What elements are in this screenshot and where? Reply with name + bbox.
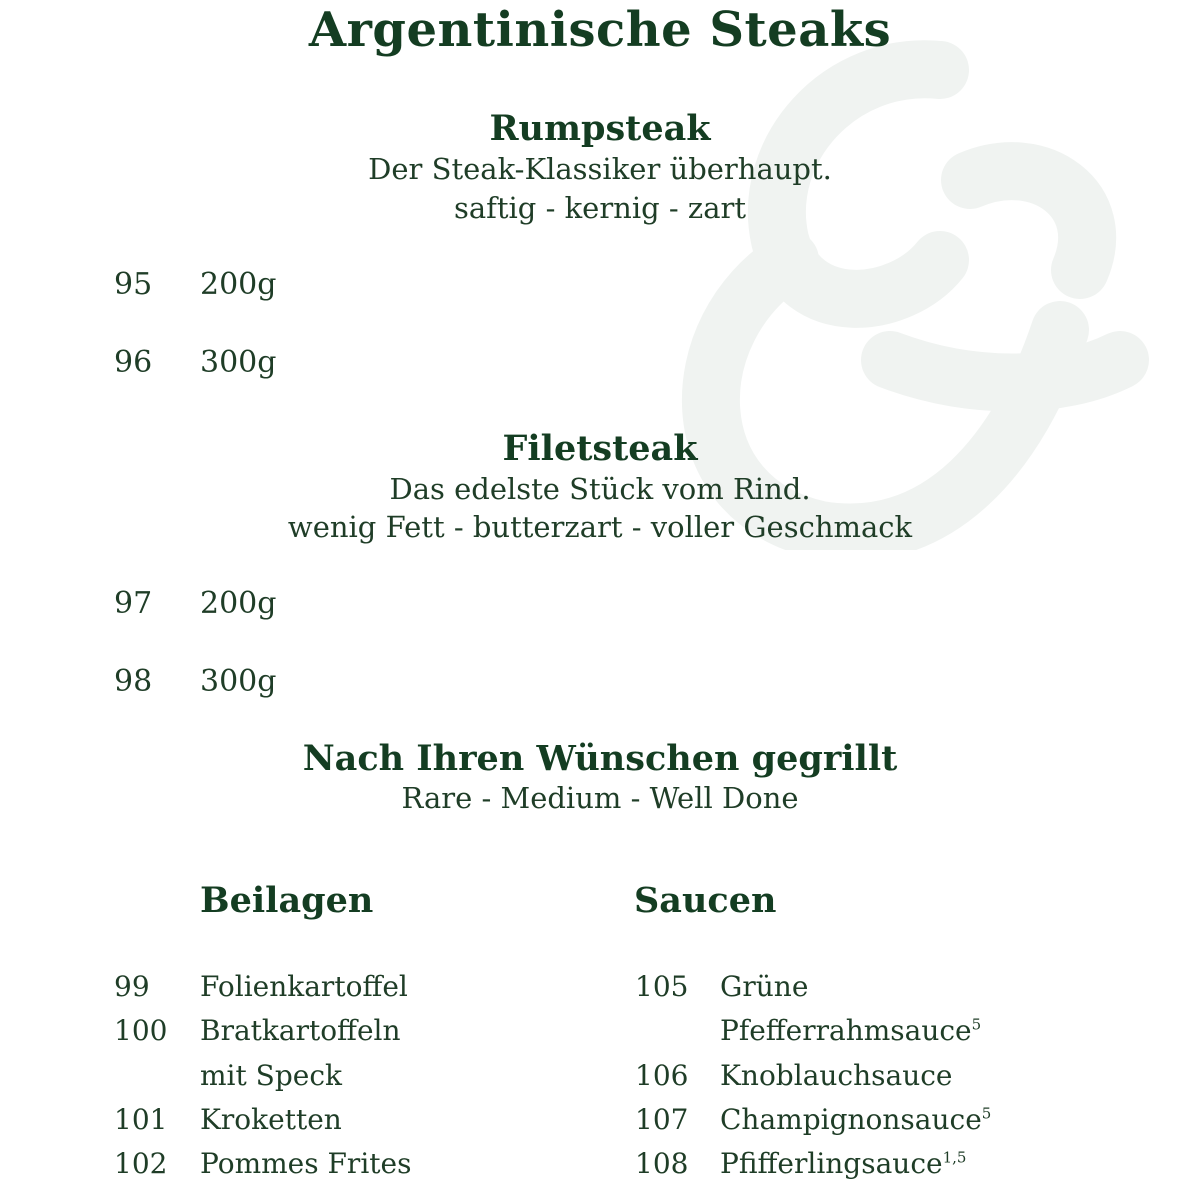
sauce-number: 105 xyxy=(635,970,689,1003)
beilage-name: Pommes Frites xyxy=(200,1147,412,1180)
page-title: Argentinische Steaks xyxy=(308,2,892,58)
beilage-name-continued: mit Speck xyxy=(200,1059,342,1092)
sauce-name-text: Pfifferlingsauce xyxy=(720,1147,943,1180)
beilage-number: 100 xyxy=(114,1014,168,1047)
sauce-name-continued xyxy=(720,1014,981,1047)
beilage-name: Kroketten xyxy=(200,1103,342,1136)
rumpsteak-item-weight: 200g xyxy=(200,267,277,302)
rumpsteak-description: Der Steak-Klassiker überhaupt. xyxy=(368,152,832,186)
beilage-name: Bratkartoffeln xyxy=(200,1014,401,1047)
sauce-name-text: Pfefferrahmsauce xyxy=(720,1014,972,1047)
rumpsteak-heading: Rumpsteak xyxy=(489,108,711,149)
sauce-name xyxy=(720,1103,991,1136)
filetsteak-heading: Filetsteak xyxy=(502,428,698,469)
beilage-number: 99 xyxy=(114,970,150,1003)
filetsteak-item-weight: 300g xyxy=(200,664,277,699)
filetsteak-attributes: wenig Fett - butterzart - voller Geschmack xyxy=(287,510,913,544)
rumpsteak-item-number: 96 xyxy=(114,345,153,380)
beilage-number: 101 xyxy=(114,1103,168,1136)
grill-options: Rare - Medium - Well Done xyxy=(401,781,799,815)
filetsteak-description: Das edelste Stück vom Rind. xyxy=(389,472,811,506)
sauce-number: 108 xyxy=(635,1147,689,1180)
allergen-footnote: 5 xyxy=(981,1104,992,1123)
saucen-heading: Saucen xyxy=(634,880,777,921)
sauce-number: 107 xyxy=(635,1103,689,1136)
filetsteak-item-number: 98 xyxy=(114,664,153,699)
grill-heading: Nach Ihren Wünschen gegrillt xyxy=(302,738,898,779)
beilagen-heading: Beilagen xyxy=(200,880,374,921)
allergen-footnote: 5 xyxy=(971,1015,982,1034)
filetsteak-item-weight: 200g xyxy=(200,586,277,621)
sauce-name: Knoblauchsauce xyxy=(720,1059,953,1092)
sauce-name-text: Champignonsauce xyxy=(720,1103,982,1136)
sauce-name: Grüne xyxy=(720,970,809,1003)
allergen-footnote: 1,5 xyxy=(942,1148,967,1167)
filetsteak-item-number: 97 xyxy=(114,586,153,621)
sauce-number: 106 xyxy=(635,1059,689,1092)
sauce-name xyxy=(720,1147,966,1180)
rumpsteak-attributes: saftig - kernig - zart xyxy=(453,191,747,225)
rumpsteak-item-number: 95 xyxy=(114,267,153,302)
rumpsteak-item-weight: 300g xyxy=(200,345,277,380)
beilage-number: 102 xyxy=(114,1147,168,1180)
beilage-name: Folienkartoffel xyxy=(200,970,408,1003)
